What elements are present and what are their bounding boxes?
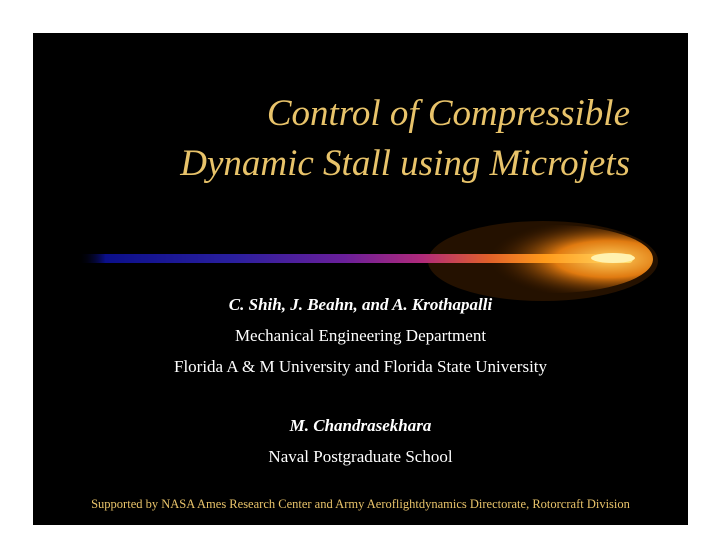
comet-graphic [33,191,688,301]
school: Naval Postgraduate School [268,447,453,466]
slide-title [33,89,630,189]
title-line-2: Dynamic Stall using Microjets [180,143,630,184]
comet-tail [78,254,633,263]
slide [33,33,688,525]
secondary-author: M. Chandrasekhara [289,416,432,435]
authors-block [33,289,688,472]
funding-footer: Supported by NASA Ames Research Center and Army Aeroflightdynamics Directorate, Rotorcraft Division [91,497,630,511]
comet-core [591,253,635,263]
primary-authors: C. Shih, J. Beahn, and A. Krothapalli [228,295,493,314]
department: Mechanical Engineering Department [234,326,487,345]
title-line-1: Control of Compressible [266,93,630,134]
universities: Florida A & M University and Florida State University [173,357,548,376]
